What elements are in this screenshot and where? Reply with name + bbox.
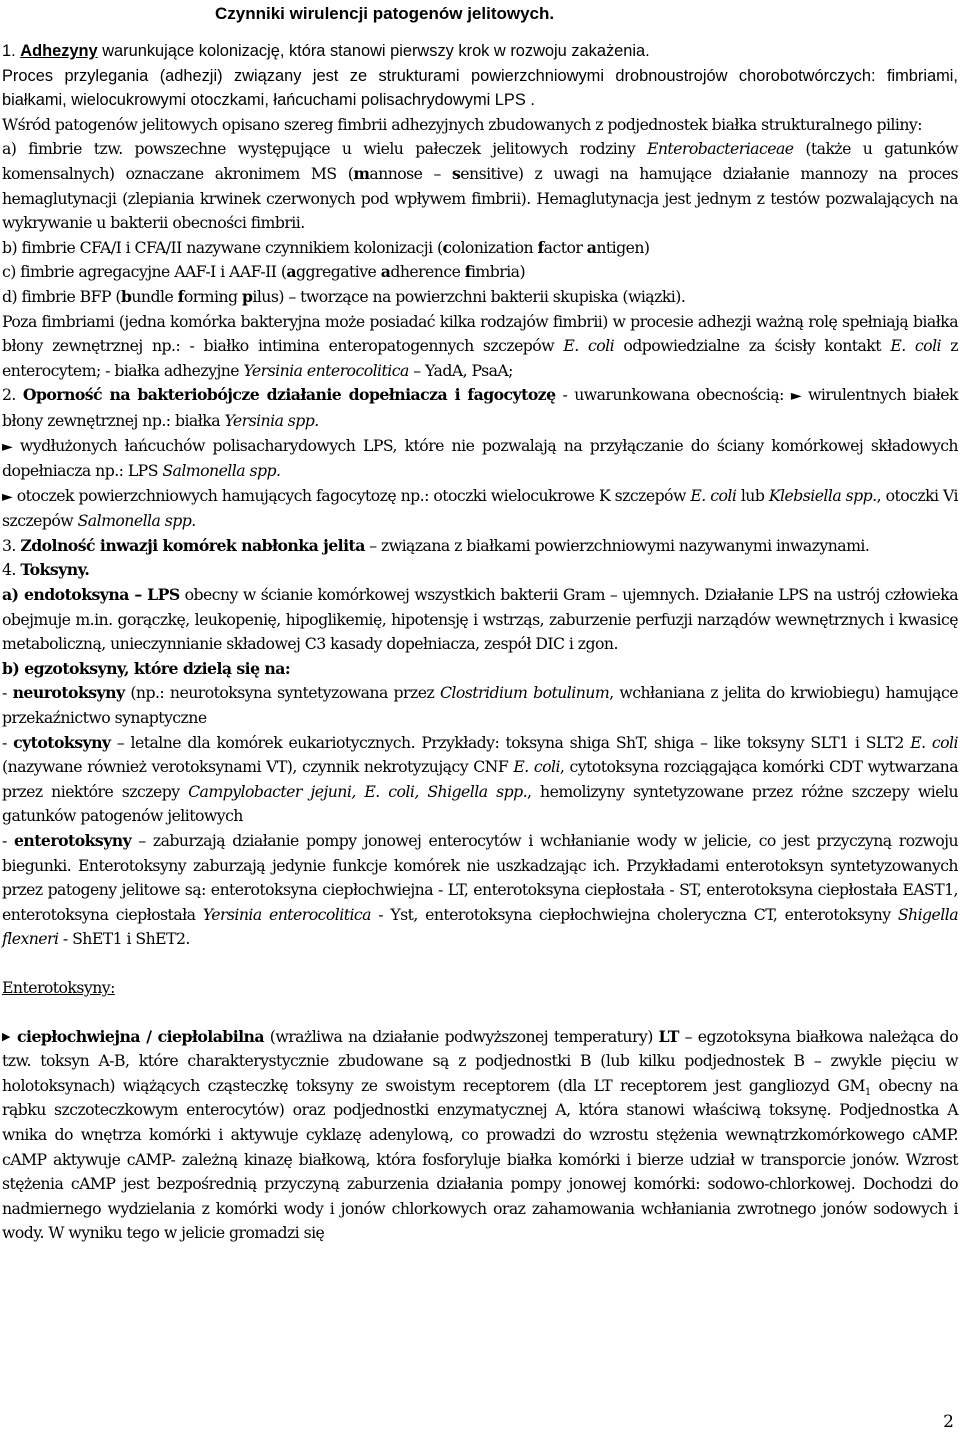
text: dherence — [390, 262, 465, 282]
paragraph-cytotoxins — [2, 731, 958, 829]
text: , cytotoksyna rozciągająca komórki CDT wytwarzana przez niektóre szczepy — [2, 757, 958, 801]
taxon-name: Clostridium botulinum — [439, 683, 610, 703]
heading-enterotoxins — [2, 976, 958, 1001]
resistance-bullet-capsules — [2, 484, 958, 534]
paragraph-exotoxins-heading — [2, 657, 958, 682]
taxon-name: E. coli — [513, 757, 560, 777]
arrow-bullet-icon: ▶ — [2, 1029, 12, 1043]
taxon-name: Salmonella spp. — [77, 511, 196, 531]
text: z enterocytem; - białka adhezyjne — [2, 336, 958, 380]
list-item-d — [2, 285, 958, 310]
triangle-bullet-icon: ► — [790, 388, 802, 405]
page-number: 2 — [943, 1412, 954, 1432]
text: (wrażliwa na działanie podwyższonej temperatury) — [264, 1026, 659, 1046]
section-number: 2. — [2, 385, 23, 405]
text: ntigen) — [596, 237, 650, 257]
text: ensitive) z uwagi na hamujące działanie mannozy na proces hemaglutynacji (zlepiania krwinek czerwonych pod wpływem fimbrii). Hemaglutynacja jest jednym z testów pozwalających na wykrywanie u bakterii obecności fimbrii. — [2, 163, 958, 233]
acronym-letter: p — [241, 286, 253, 306]
term-adhesins: Adhezyny — [20, 42, 98, 60]
paragraph-neurotoxins — [2, 681, 958, 730]
text: imbria) — [470, 262, 526, 282]
text: d) fimbrie BFP ( — [2, 286, 121, 306]
text: , wchłaniana z jelita do krwiobiegu) hamujące przekaźnictwo synaptyczne — [2, 683, 959, 728]
underlined-heading: Enterotoksyny: — [2, 977, 115, 997]
taxon-name: Yersinia enterocolitica — [243, 360, 409, 380]
acronym-letter: m — [353, 163, 370, 183]
text: ilus) – tworzące na powierzchni bakterii skupiska (wiązki). — [252, 286, 686, 306]
taxon-name: E. coli — [890, 336, 941, 356]
subscript: 1 — [864, 1086, 871, 1098]
text: olonization — [451, 237, 538, 257]
text: wirulentnych białek błony zewnętrznej np.: białka — [2, 385, 958, 430]
text: actor — [543, 237, 587, 257]
text: otoczek powierzchniowych hamujących fagocytozę np.: otoczki wielocukrowe K szczepów — [12, 485, 691, 505]
text: b) fimbrie CFA/I i CFA/II nazywane czynnikiem kolonizacji ( — [2, 237, 443, 257]
acronym-letter: s — [452, 163, 461, 183]
acronym-letter: f — [464, 262, 471, 282]
paragraph-outer-membrane-proteins — [2, 310, 958, 384]
text: orming — [183, 286, 242, 306]
text: - ShET1 i ShET2. — [58, 929, 190, 949]
section-3-invasion — [2, 534, 958, 559]
section-heading: Toksyny. — [20, 560, 90, 580]
text: - — [2, 683, 13, 703]
text: - Yst, enterotoksyna ciepłochwiejna choleryczna CT, enterotoksyny — [370, 904, 898, 924]
list-item-c — [2, 260, 958, 285]
text: wydłużonych łańcuchów polisacharydowych LPS, które nie pozwalają na przyłączanie do ściany komórkowej składowych dopełniacza np.: LPS — [2, 435, 958, 481]
text: – letalne dla komórek eukariotycznych. Przykłady: toksyna shiga ShT, shiga – like toksyny SLT1 i SLT2 — [110, 732, 911, 752]
text: – YadA, PsaA; — [408, 360, 513, 380]
taxon-name: Campylobacter jejuni, E. coli, Shigella spp. — [188, 781, 528, 801]
document-title: Czynniki wirulencji patogenów jelitowych. — [215, 4, 555, 23]
text: annose – — [369, 163, 452, 183]
acronym-letter: a — [380, 262, 391, 282]
text: ggregative — [296, 262, 381, 282]
taxon-name: E. coli — [690, 485, 737, 505]
taxon-name: E. coli — [910, 732, 958, 752]
triangle-bullet-icon: ► — [2, 488, 13, 505]
taxon-name: Enterobacteriaceae — [646, 139, 794, 159]
section-heading: Zdolność inwazji komórek nabłonka jelita — [20, 535, 365, 555]
section-4-toxins — [2, 558, 958, 583]
text: obecny na rąbku szczoteczkowym enterocytów) oraz podjednostki enzymatycznej A, która stanowi właściwą toksynę. Podjednostka A wnika do wnętrza komórki i aktywuje cyklazę adenylową, co prowadzi do wzrostu stężenia wewnątrzkomórkowego cAMP. cAMP aktywuje cAMP- zależną kinazę białkową, która fosforyluje białka komórki i bierze udział w transporcie jonów. Wzrost stężenia cAMP jest bezpośrednią przyczyną zaburzenia działania pompy jonowej komórki: sodowo-chlorkowej. Dochodzi do nadmiernego wydzielania z komórki wody i jonów chlorkowych oraz zahamowania wchłaniania zwrotnego jonów sodowych i wody. W wyniku tego w jelicie gromadzi się — [2, 1075, 958, 1243]
text: odpowiedzialne za ścisły kontakt — [614, 336, 891, 356]
text: (nazywane również verotoksynami VT), czynnik nekrotyzujący CNF — [2, 757, 514, 777]
section-1-adhesins — [2, 39, 958, 113]
taxon-name: Salmonella spp. — [162, 461, 281, 481]
list-item-a — [2, 137, 958, 235]
text: - uwarunkowana obecnością: — [555, 385, 791, 405]
text: undle — [131, 286, 178, 306]
section-2-resistance — [2, 383, 958, 433]
acronym-letter: b — [120, 286, 132, 306]
section-heading: Oporność na bakteriobójcze działanie dopełniacza i fagocytozę — [22, 385, 556, 405]
taxon-name: Yersinia enterocolitica — [202, 904, 371, 924]
paragraph-endotoxin — [2, 583, 958, 657]
taxon-name: Yersinia spp. — [224, 410, 319, 430]
list-item-b — [2, 236, 958, 261]
taxon-name: E. coli — [563, 336, 615, 356]
section-number: 4. — [2, 560, 21, 580]
term: cytotoksyny — [13, 732, 111, 752]
paragraph-enterotoxins — [2, 829, 958, 952]
section-number: 3. — [2, 535, 21, 555]
text: Proces przylegania (adhezji) związany jest ze strukturami powierzchniowymi drobnoustrojów chorobotwórczych: fimbriami, białkami, wielocukrowymi otoczkami, łańcuchami polisachrydowymi LPS . — [2, 66, 958, 110]
text: lub — [736, 485, 769, 505]
taxon-name: Shigella flexneri — [2, 904, 959, 949]
text: a) fimbrie tzw. powszechne występujące u wielu pałeczek jelitowych rodziny — [2, 139, 647, 159]
taxon-name: Klebsiella spp. — [768, 485, 877, 505]
term: ciepłochwiejna / ciepłolabilna — [17, 1026, 265, 1046]
paragraph-fimbriae-intro: Wśród patogenów jelitowych opisano szereg fimbrii adhezyjnych zbudowanych z podjednostek białka strukturalnego piliny: — [2, 114, 922, 134]
document-page — [2, 0, 958, 1440]
text: Poza fimbriami (jedna komórka bakteryjna może posiadać kilka rodzajów fimbrii) w procesie adhezji ważną rolę spełniają białka błony zewnętrznej np.: - białko intimina enteropatogennych szczepów — [2, 311, 958, 356]
acronym-letter: f — [177, 286, 184, 306]
paragraph-lt-toxin — [2, 1025, 958, 1246]
acronym-letter: c — [442, 237, 452, 257]
text: – zaburzają działanie pompy jonowej enterocytów i wchłanianie wody w jelicie, co jest przyczyną rozwoju biegunki. Enterotoksyny zaburzają jedynie funkcje komórek nie uszkadzając ich. Przykładami enterotoksyn syntetyzowanych przez patogeny jelitowe są: enterotoksyna ciepłochwiejna - LT, enterotoksyna ciepłostała - ST, enterotoksyna ciepłostała EAST1, enterotoksyna ciepłostała — [2, 831, 958, 924]
term: LT — [658, 1026, 679, 1046]
acronym-letter: a — [286, 262, 297, 282]
text: (także u gatunków komensalnych) oznaczane akronimem MS ( — [2, 139, 959, 183]
text: - — [2, 732, 14, 752]
resistance-bullet-lps — [2, 434, 958, 484]
text: - — [2, 831, 14, 850]
subheading: a) endotoksyna – LPS — [2, 585, 180, 605]
section-number: 1. — [2, 42, 21, 60]
text: c) fimbrie agregacyjne AAF-I i AAF-II ( — [2, 262, 287, 282]
term: neurotoksyny — [12, 683, 125, 703]
text: warunkujące kolonizację, która stanowi pierwszy krok w rozwoju zakażenia. — [97, 42, 650, 60]
text: , otoczki Vi szczepów — [2, 485, 958, 531]
text: , hemolizyny syntetyzowane przez różne szczepy wielu gatunków patogenów jelitowych — [2, 781, 958, 826]
subheading: b) egzotoksyny, które dzielą się na: — [2, 658, 291, 678]
text: (np.: neurotoksyna syntetyzowana przez — [124, 683, 440, 703]
acronym-letter: a — [586, 237, 597, 257]
triangle-bullet-icon: ► — [2, 438, 13, 455]
text: obecny w ścianie komórkowej wszystkich bakterii Gram – ujemnych. Działanie LPS na ustrój człowieka obejmuje m.in. gorączkę, leukopenię, hipoglikemię, hipotensję i wstrząs, zaburzenie perfuzji narządów wewnętrznych i kwasicę metaboliczną, unieczynnianie składowej C3 kasady dopełniacza, zespół DIC i zgon. — [2, 585, 958, 654]
acronym-letter: f — [537, 237, 544, 257]
term: enterotoksyny — [13, 831, 132, 850]
text: – egzotoksyna białkowa należąca do tzw. toksyn A-B, które charakterystycznie zbudowane są z podjednostki B (lub kilku podjednostek B – zwykle pięciu w holotoksynach) wiążących cząsteczkę toksyny ze swoistym receptorem (dla LT receptorem jest gangliozyd GM — [2, 1026, 958, 1095]
text: – związana z białkami powierzchniowymi nazywanymi inwazynami. — [364, 535, 870, 555]
